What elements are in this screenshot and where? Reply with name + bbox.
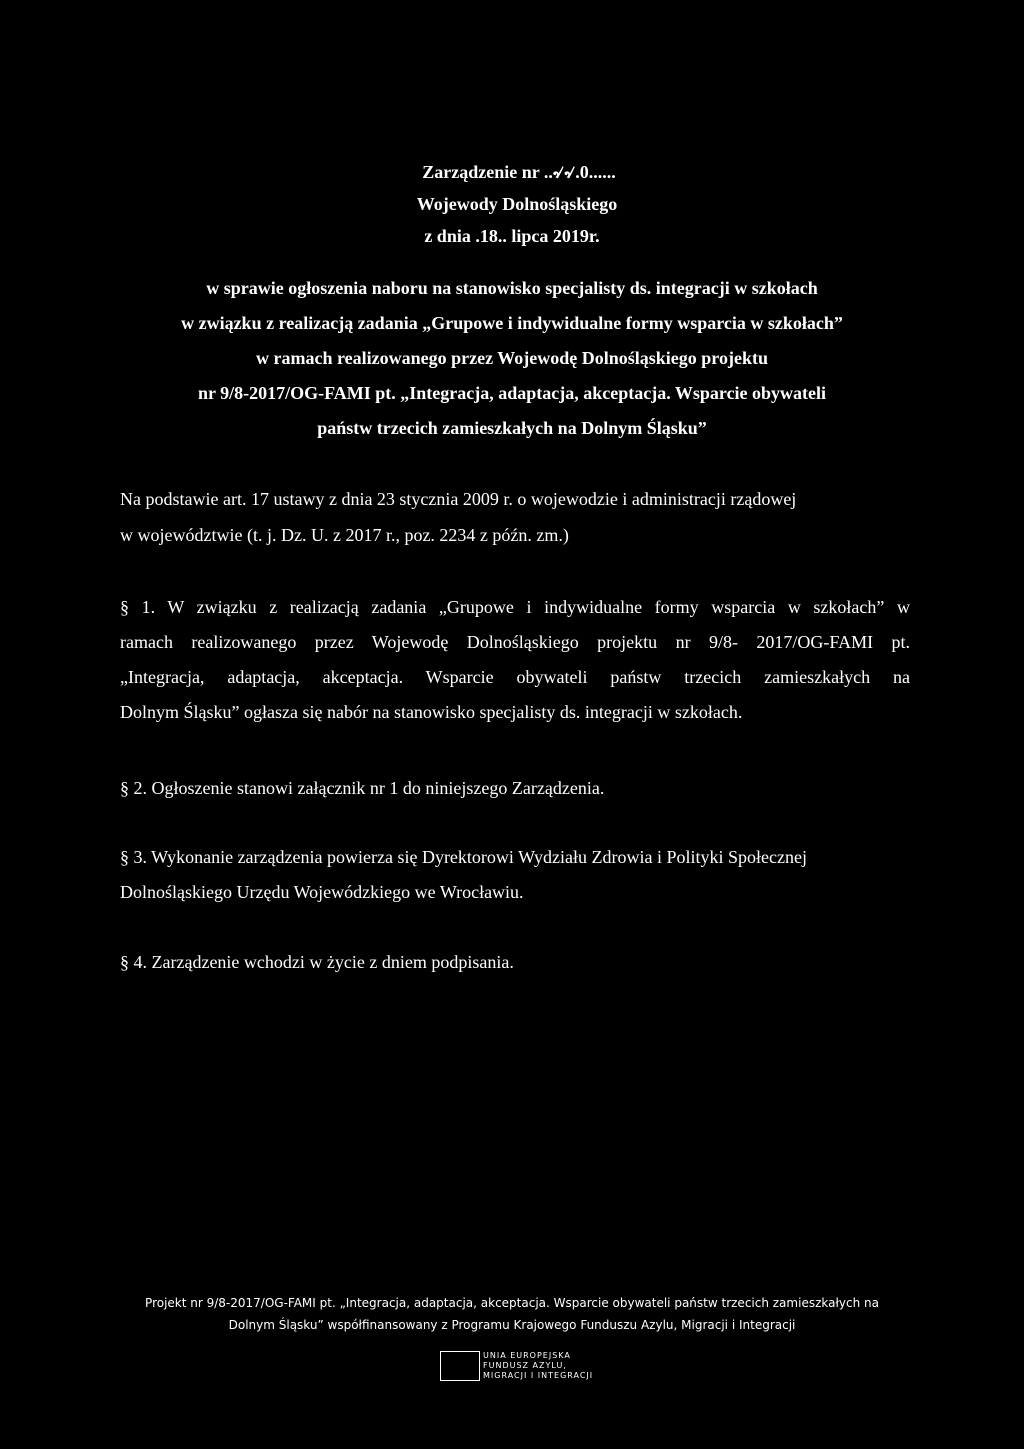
- order-number: Zarządzenie nr ..৵৵.0......: [422, 162, 616, 182]
- subject-line: w związku z realizacją zadania „Grupowe i indywidualne formy wsparcia w szkołach”: [181, 313, 843, 333]
- footer-line: Dolnym Śląsku” współfinansowany z Programu Krajowego Funduszu Azylu, Migracji i Integracji: [228, 1318, 796, 1332]
- paragraph-line: „Integracja, adaptacja, akceptacja. Wsparcie obywateli państw trzecich zamieszkałych na: [120, 667, 910, 687]
- legal-basis: [120, 481, 910, 553]
- logo-line: FUNDUSZ AZYLU,: [483, 1361, 567, 1370]
- subject-line: nr 9/8-2017/OG-FAMI pt. „Integracja, adaptacja, akceptacja. Wsparcie obywateli: [197, 383, 827, 403]
- paragraph-line: ramach realizowanego przez Wojewodę Dolnośląskiego projektu nr 9/8- 2017/OG-FAMI pt.: [120, 632, 910, 652]
- logo-text: [483, 1351, 593, 1383]
- paragraph-line: § 1. W związku z realizacją zadania „Grupowe i indywidualne formy wsparcia w szkołach” w: [120, 597, 910, 617]
- project-footer: [0, 1292, 1024, 1336]
- eu-fund-logo: [440, 1351, 593, 1383]
- document-header: [0, 156, 1024, 252]
- footer-line: Projekt nr 9/8-2017/OG-FAMI pt. „Integracja, adaptacja, akceptacja. Wsparcie obywateli państw trzecich zamieszkałych na: [145, 1296, 879, 1310]
- eu-flag-icon: [441, 1352, 479, 1380]
- paragraph-line: § 3. Wykonanie zarządzenia powierza się Dyrektorowi Wydziału Zdrowia i Polityki Społecznej: [120, 847, 807, 867]
- subject-line: w ramach realizowanego przez Wojewodę Dolnośląskiego projektu: [256, 348, 768, 368]
- legal-basis-line: Na podstawie art. 17 ustawy z dnia 23 stycznia 2009 r. o wojewodzie i administracji rządowej: [120, 489, 797, 509]
- paragraph-line: Dolnośląskiego Urzędu Wojewódzkiego we Wrocławiu.: [120, 882, 524, 902]
- legal-basis-line: w województwie (t. j. Dz. U. z 2017 r., poz. 2234 z późn. zm.): [120, 525, 569, 545]
- issuer: Wojewody Dolnośląskiego: [416, 194, 618, 214]
- logo-line: UNIA EUROPEJSKA: [483, 1351, 571, 1360]
- paragraph-4: [120, 945, 910, 980]
- subject-line: państw trzecich zamieszkałych na Dolnym Śląsku”: [317, 418, 707, 438]
- paragraph-1: [120, 590, 910, 730]
- order-date: z dnia .18.. lipca 2019r.: [424, 226, 600, 246]
- paragraph-3: [120, 840, 910, 910]
- subject: [0, 271, 1024, 446]
- eu-flag-icon: [440, 1351, 480, 1381]
- subject-line: w sprawie ogłoszenia naboru na stanowisko specjalisty ds. integracji w szkołach: [206, 278, 818, 298]
- paragraph-line: Dolnym Śląsku” ogłasza się nabór na stanowisko specjalisty ds. integracji w szkołach.: [120, 702, 743, 722]
- logo-line: MIGRACJI I INTEGRACJI: [483, 1371, 594, 1380]
- paragraph-line: § 4. Zarządzenie wchodzi w życie z dniem podpisania.: [120, 952, 514, 972]
- paragraph-2: [120, 771, 910, 806]
- paragraph-line: § 2. Ogłoszenie stanowi załącznik nr 1 do niniejszego Zarządzenia.: [120, 778, 605, 798]
